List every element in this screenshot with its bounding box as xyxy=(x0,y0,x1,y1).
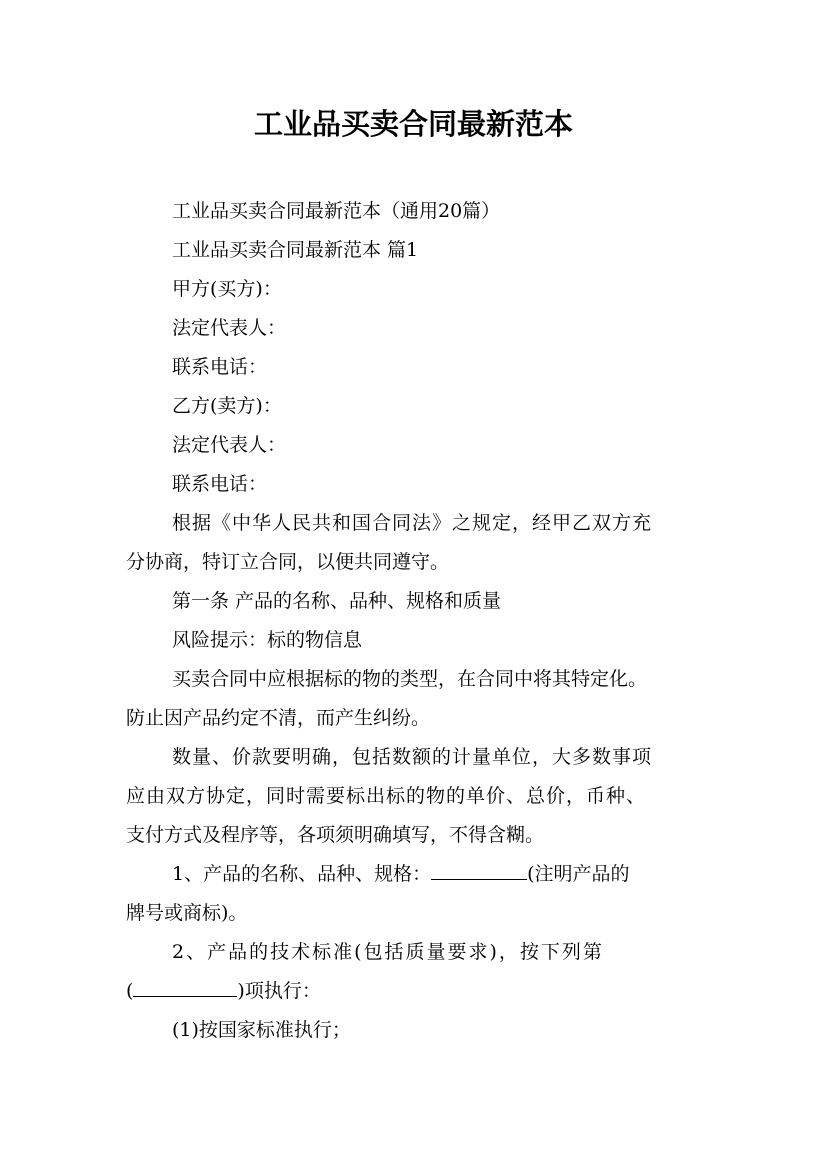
party-a-phone: 联系电话： xyxy=(172,356,268,378)
paragraph-line: 防止因产品约定不清，而产生纠纷。 xyxy=(126,707,431,729)
paragraph-line: 买卖合同中应根据标的物的类型，在合同中将其特定化。 xyxy=(172,668,648,690)
fill-in-blank[interactable] xyxy=(133,978,237,997)
section-heading: 工业品买卖合同最新范本 篇1 xyxy=(172,239,419,261)
paragraph-line: 分协商，特订立合同，以便共同遵守。 xyxy=(126,551,450,573)
clause-1-line xyxy=(172,861,630,887)
paragraph-line: 数量、价款要明确，包括数额的计量单位，大多数事项 xyxy=(172,746,653,768)
party-b-phone: 联系电话： xyxy=(172,473,268,495)
paragraph-line: 根据《中华人民共和国合同法》之规定，经甲乙双方充 xyxy=(172,512,653,534)
clause-2-tail: )项执行： xyxy=(237,980,321,1002)
fill-in-blank[interactable] xyxy=(431,861,527,880)
party-b-label: 乙方(卖方)： xyxy=(172,395,282,417)
clause-1-text: 1、产品的名称、品种、规格： xyxy=(172,863,432,885)
clause-1-note: (注明产品的 xyxy=(527,863,630,885)
article-heading: 第一条 产品的名称、品种、规格和质量 xyxy=(172,590,502,612)
party-b-representative: 法定代表人： xyxy=(172,434,287,456)
paragraph-line: 应由双方协定，同时需要标出标的物的单价、总价，币种、 xyxy=(126,785,647,807)
paragraph-line: 牌号或商标)。 xyxy=(126,902,248,924)
risk-notice: 风险提示：标的物信息 xyxy=(172,629,363,651)
party-a-representative: 法定代表人： xyxy=(172,317,287,339)
paragraph-line: 支付方式及程序等，各项须明确填写，不得含糊。 xyxy=(126,824,545,846)
document-title: 工业品买卖合同最新范本 xyxy=(253,107,573,141)
subtitle-line: 工业品买卖合同最新范本（通用20篇） xyxy=(172,200,501,222)
party-a-label: 甲方(买方)： xyxy=(172,278,282,300)
clause-2-choice-line xyxy=(126,978,321,1004)
open-paren: ( xyxy=(126,980,134,1002)
clause-2-line: 2、产品的技术标准(包括质量要求)，按下列第 xyxy=(172,941,604,963)
option-1-line: (1)按国家标准执行； xyxy=(172,1019,351,1041)
